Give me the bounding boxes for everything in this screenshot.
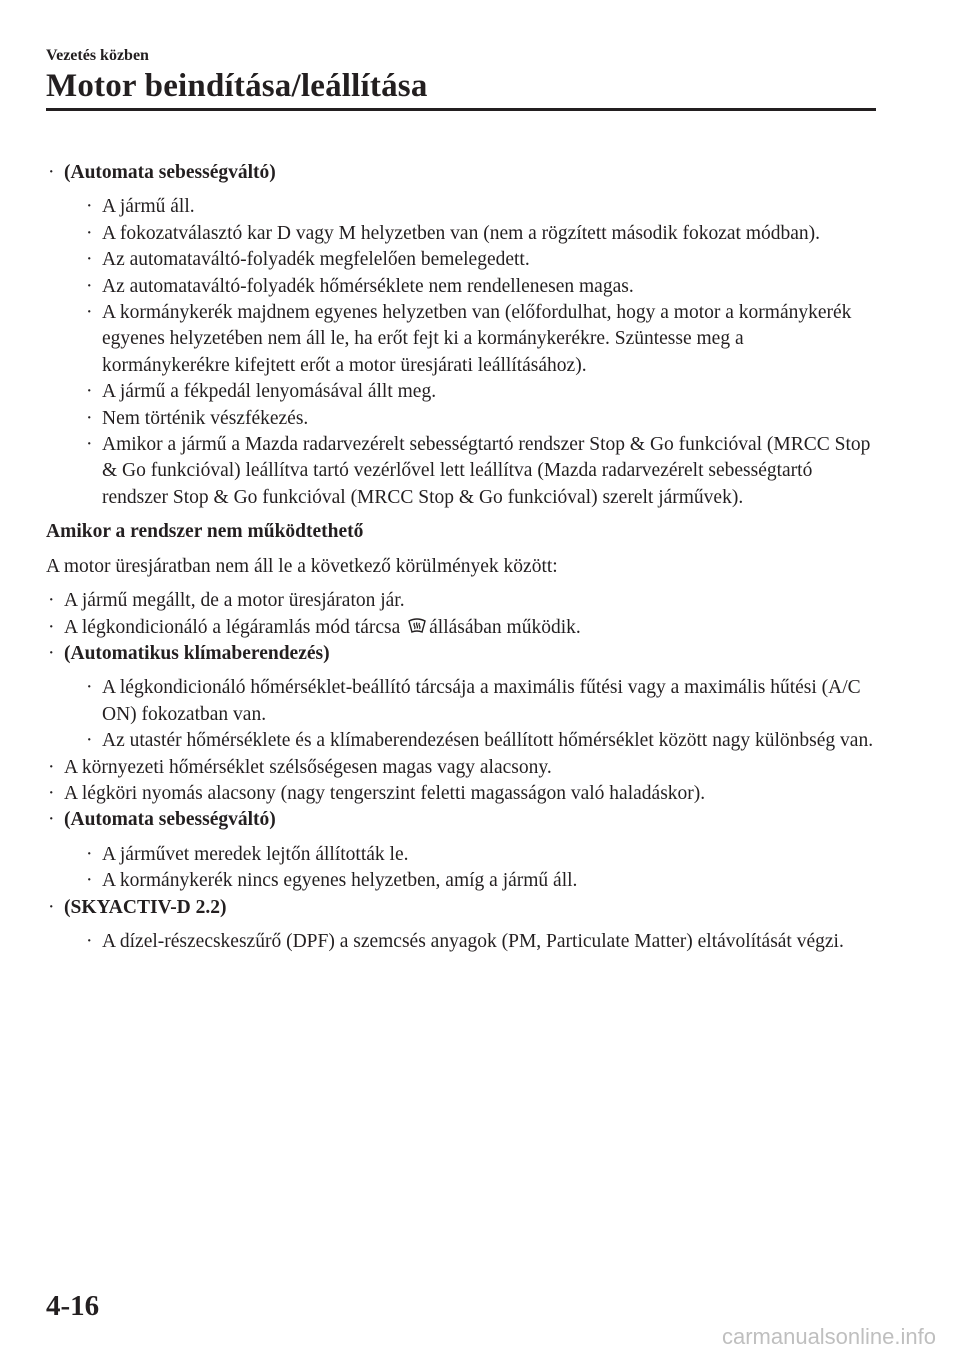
list-item — [46, 588, 876, 614]
page-title: Motor beindítása/leállítása — [46, 68, 428, 104]
list-item-text: A fokozatválasztó kar D vagy M helyzetben van (nem a rögzített második fokozat módban). — [102, 222, 821, 244]
bullet: · — [86, 870, 93, 892]
list-item — [84, 728, 876, 754]
list-item — [84, 300, 876, 379]
list-item — [84, 406, 876, 432]
bullet: · — [86, 249, 93, 271]
bullet: · — [86, 275, 93, 297]
list-item — [84, 194, 876, 220]
bullet: · — [86, 302, 93, 324]
page-content — [46, 160, 876, 955]
windshield-defrost-icon — [407, 617, 427, 635]
list-item-text: A jármű megállt, de a motor üresjáraton jár. — [64, 590, 405, 612]
page-number: 4-16 — [46, 1290, 100, 1322]
bullet: · — [48, 896, 55, 918]
group-label: (SKYACTIV-D 2.2) — [64, 896, 227, 918]
bullet: · — [86, 196, 93, 218]
list-item — [84, 929, 876, 955]
page-header — [46, 46, 876, 106]
header-rule — [46, 108, 876, 111]
bullet: · — [86, 930, 93, 952]
list-item-text: A jármű a fékpedál lenyomásával állt meg. — [102, 381, 437, 403]
list-item-text: Az utastér hőmérséklete és a klímaberendezésen beállított hőmérséklet között nagy különbség van. — [102, 730, 874, 752]
list-item-text: A dízel-részecskeszűrő (DPF) a szemcsés anyagok (PM, Particulate Matter) eltávolítását végzi. — [102, 930, 844, 952]
bullet: · — [86, 843, 93, 865]
list-item — [46, 807, 876, 894]
list-item — [84, 247, 876, 273]
watermark: carmanualsonline.info — [721, 1324, 936, 1349]
list-item-text: Az automataváltó-folyadék hőmérséklete nem rendellenesen magas. — [102, 275, 634, 297]
list-item — [84, 221, 876, 247]
list-item-text: Amikor a jármű a Mazda radarvezérelt sebességtartó rendszer Stop & Go funkcióval (MRCC Stop & Go funkcióval) leállítva tartó vezérlővel lett leállítva (Mazda radarvezérelt sebességtartó rendszer Stop & Go funkcióval (MRCC Stop & Go funkcióval) szerelt járművek). — [102, 434, 871, 508]
bullet: · — [86, 407, 93, 429]
list-item — [46, 755, 876, 781]
conditions-list — [46, 160, 876, 511]
group-label: (Automatikus klímaberendezés) — [64, 642, 330, 664]
bullet: · — [86, 677, 93, 699]
list-item-text: Nem történik vészfékezés. — [102, 407, 309, 429]
bullet: · — [86, 434, 93, 456]
sub-list — [64, 929, 876, 955]
bullet: · — [48, 616, 55, 638]
list-item — [46, 641, 876, 755]
list-item — [46, 895, 876, 956]
restrictions-list — [46, 588, 876, 955]
bullet: · — [48, 782, 55, 804]
list-item-text: A környezeti hőmérséklet szélsőségesen magas vagy alacsony. — [64, 756, 552, 778]
section-label: Vezetés közben — [46, 47, 149, 64]
bullet: · — [48, 162, 55, 183]
list-item-text: A légköri nyomás alacsony (nagy tengerszint feletti magasságon való haladáskor). — [64, 782, 706, 804]
list-item — [46, 781, 876, 807]
list-item-text: A légkondicionáló a légáramlás mód tárcsa — [64, 616, 401, 638]
section-heading: Amikor a rendszer nem működtethető — [46, 521, 364, 543]
bullet: · — [86, 381, 93, 403]
bullet: · — [48, 642, 55, 664]
list-item — [84, 379, 876, 405]
bullet: · — [48, 756, 55, 778]
list-item-text: állásában működik. — [429, 616, 581, 638]
bullet: · — [86, 222, 93, 244]
group-label: (Automata sebességváltó) — [64, 809, 276, 831]
list-item — [46, 160, 876, 511]
list-item — [84, 432, 876, 511]
group-label: (Automata sebességváltó) — [64, 162, 276, 183]
list-item-text: A légkondicionáló hőmérséklet-beállító tárcsája a maximális fűtési vagy a maximális hűtési (A/C ON) fokozatban van. — [102, 677, 861, 725]
bullet: · — [48, 809, 55, 831]
list-item — [84, 842, 876, 868]
bullet: · — [48, 590, 55, 612]
sub-list — [64, 842, 876, 895]
intro-paragraph: A motor üresjáratban nem áll le a következő körülmények között: — [46, 555, 558, 577]
sub-list — [64, 675, 876, 754]
sub-list — [64, 194, 876, 511]
list-item-text: A kormánykerék nincs egyenes helyzetben, amíg a jármű áll. — [102, 870, 578, 892]
list-item-text: A járművet meredek lejtőn állították le. — [102, 843, 409, 865]
bullet: · — [86, 730, 93, 752]
list-item — [84, 274, 876, 300]
list-item-text: A jármű áll. — [102, 196, 195, 218]
list-item — [46, 615, 876, 641]
list-item-text: Az automataváltó-folyadék megfelelően bemelegedett. — [102, 249, 530, 271]
list-item-text: A kormánykerék majdnem egyenes helyzetben van (előfordulhat, hogy a motor a kormánykerék egyenes helyzetében nem áll le, ha erőt fejt ki a kormánykerékre. Szüntesse meg a kormánykerékre kifejtett erőt a motor üresjárati leállításához). — [102, 302, 852, 376]
list-item — [84, 868, 876, 894]
list-item — [84, 675, 876, 728]
